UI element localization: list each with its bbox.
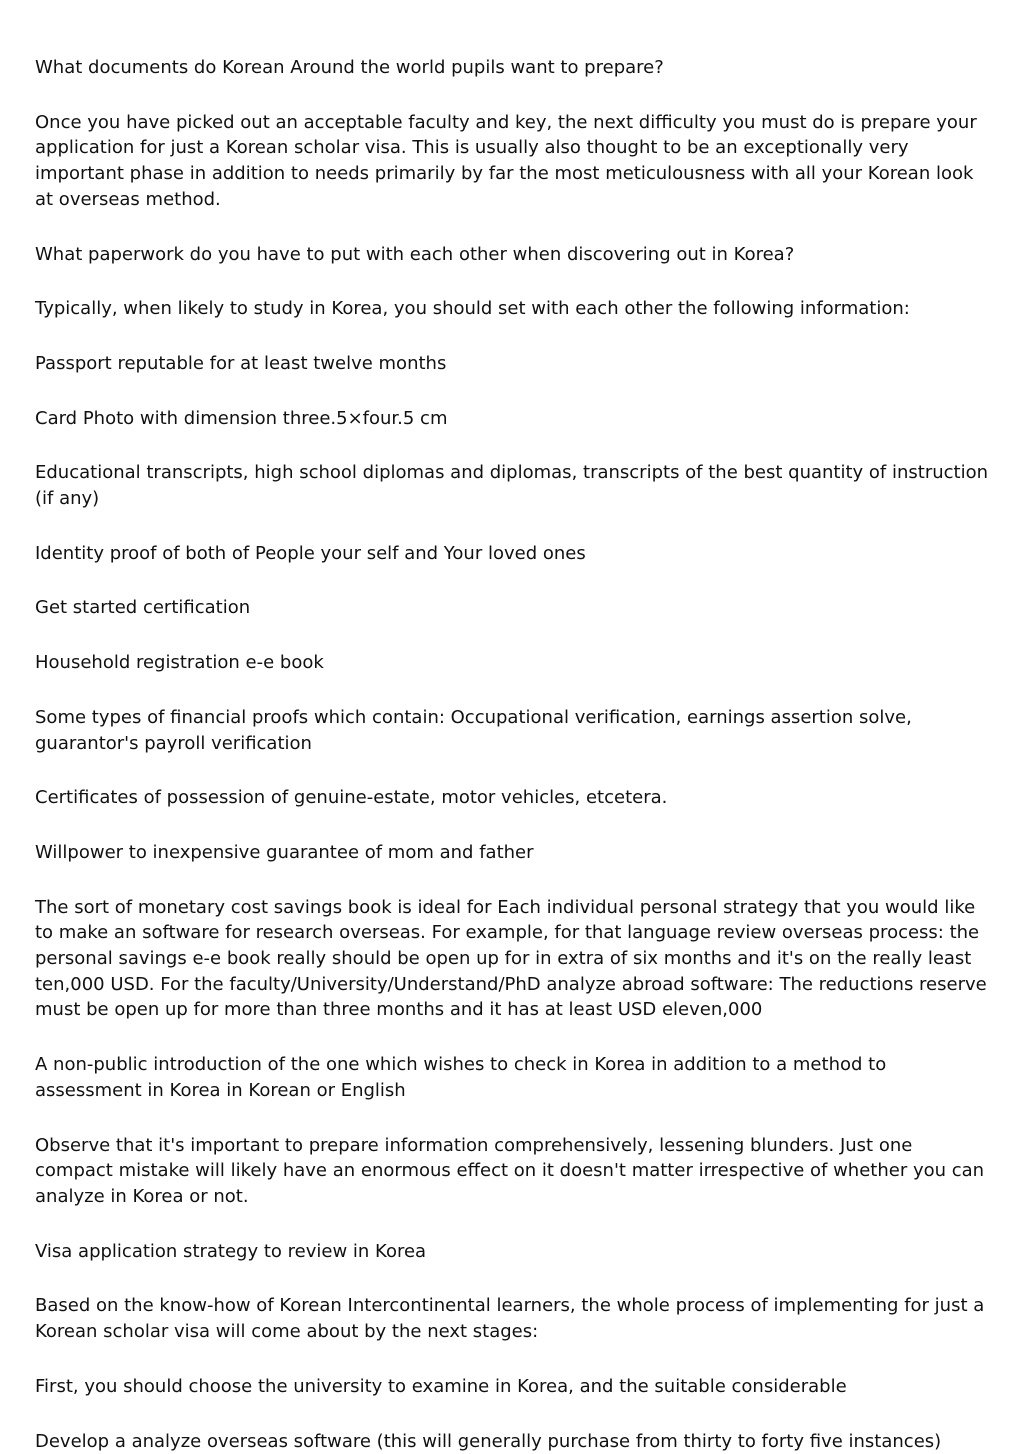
list-item-certification: Get started certification: [35, 595, 994, 621]
list-item-photo: Card Photo with dimension three.5×four.5 cm: [35, 406, 994, 432]
list-item-passport: Passport reputable for at least twelve months: [35, 351, 994, 377]
list-item-financial-proofs: Some types of financial proofs which contain: Occupational verification, earnings assertion solve, guarantor's payroll verification: [35, 705, 994, 756]
step-choose-university: First, you should choose the university to examine in Korea, and the suitable considerable: [35, 1374, 994, 1400]
list-item-identity-proof: Identity proof of both of People your self and Your loved ones: [35, 541, 994, 567]
paragraph-observe-note: Observe that it's important to prepare information comprehensively, lessening blunders. Just one compact mistake will likely have an enormous effect on it doesn't matter irrespective of whether you can analyze in Korea or not.: [35, 1133, 994, 1210]
step-develop-software: Develop a analyze overseas software (this will generally purchase from thirty to forty five instances): [35, 1429, 994, 1454]
list-item-guarantee: Willpower to inexpensive guarantee of mom and father: [35, 840, 994, 866]
paragraph-savings-book: The sort of monetary cost savings book is ideal for Each individual personal strategy that you would like to make an software for research overseas. For example, for that language review overseas process: the personal savings e-e book really should be open up for in extra of six months and it's on the really least ten,000 USD. For the faculty/University/Understand/PhD analyze abroad software: The reductions reserve must be open up for more than three months and it has at least USD eleven,000: [35, 895, 994, 1024]
paragraph-process-intro: Based on the know-how of Korean Intercontinental learners, the whole process of implementing for just a Korean scholar visa will come about by the next stages:: [35, 1293, 994, 1344]
paragraph-introduction-letter: A non-public introduction of the one which wishes to check in Korea in addition to a method to assessment in Korea in Korean or English: [35, 1052, 994, 1103]
list-item-household-registration: Household registration e-e book: [35, 650, 994, 676]
list-item-transcripts: Educational transcripts, high school diplomas and diplomas, transcripts of the best quantity of instruction (if any): [35, 460, 994, 511]
paragraph-list-intro: Typically, when likely to study in Korea, you should set with each other the following information:: [35, 296, 994, 322]
heading-paperwork-question: What paperwork do you have to put with each other when discovering out in Korea?: [35, 242, 994, 268]
paragraph-intro: Once you have picked out an acceptable faculty and key, the next difficulty you must do is prepare your application for just a Korean scholar visa. This is usually also thought to be an exceptionally very important phase in addition to needs primarily by far the most meticulousness with all your Korean look at overseas method.: [35, 110, 994, 213]
heading-visa-strategy: Visa application strategy to review in Korea: [35, 1239, 994, 1265]
heading-documents-question: What documents do Korean Around the world pupils want to prepare?: [35, 55, 994, 81]
list-item-certificates: Certificates of possession of genuine-estate, motor vehicles, etcetera.: [35, 785, 994, 811]
